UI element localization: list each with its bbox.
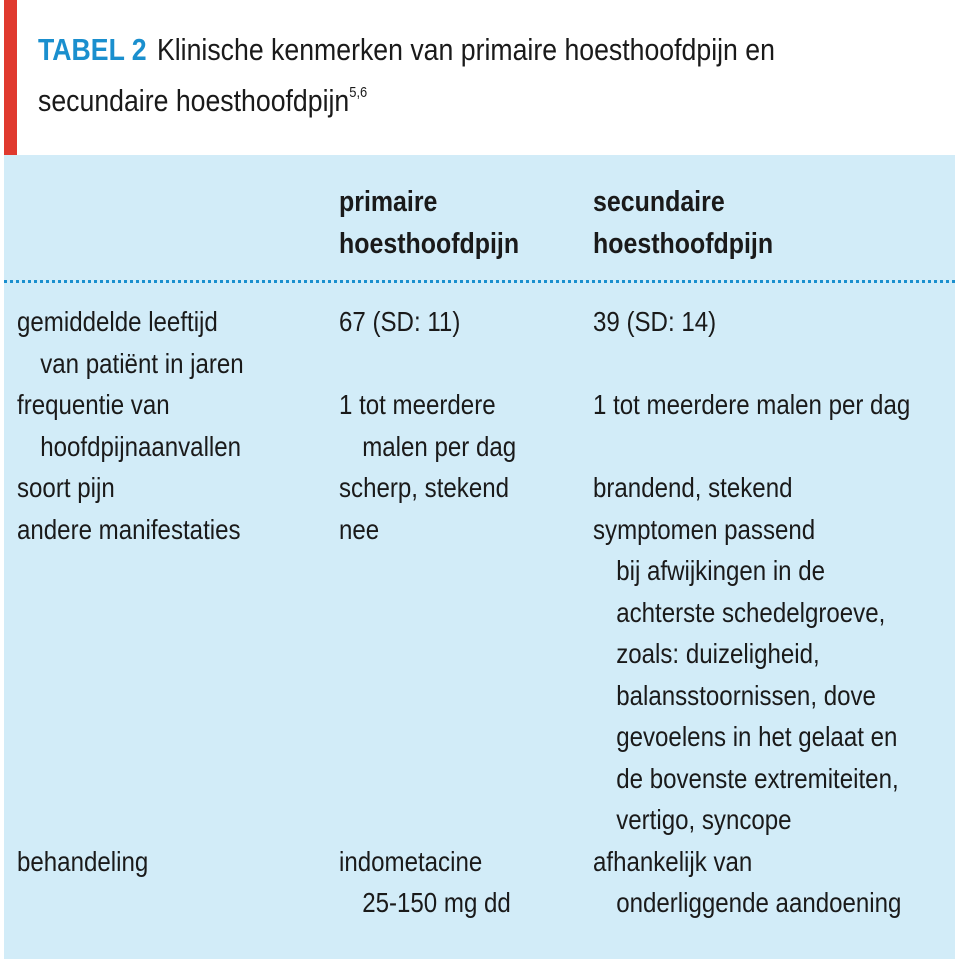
header-divider bbox=[4, 280, 955, 283]
row-label-cell bbox=[17, 467, 115, 509]
cell-text-line: achterste schedelgroeve, bbox=[616, 596, 886, 628]
title-line-2 bbox=[38, 71, 812, 122]
cell-text-line: frequentie van bbox=[17, 389, 170, 420]
cell-text-line: 39 (SD: 14) bbox=[593, 306, 717, 337]
accent-bar bbox=[4, 0, 17, 155]
column-header-line: hoesthoofdpijn bbox=[593, 228, 774, 260]
cell-text-line: 25-150 mg dd bbox=[362, 887, 511, 918]
cell-text-line: nee bbox=[339, 513, 380, 545]
cell-text-line: hoofdpijnaanvallen bbox=[40, 430, 242, 462]
cell-text-line: onderliggende aandoening bbox=[616, 887, 902, 918]
secundaire-cell bbox=[593, 301, 716, 343]
secundaire-cell bbox=[593, 841, 901, 924]
row-label-cell bbox=[17, 301, 244, 384]
column-header-line: primaire bbox=[339, 186, 438, 218]
cell-text-line: indometacine bbox=[339, 845, 483, 877]
cell-text-line: brandend, stekend bbox=[593, 472, 793, 503]
cell-text-line: soort pijn bbox=[17, 472, 115, 503]
secundaire-cell bbox=[593, 467, 792, 509]
cell-text-line: malen per dag bbox=[362, 430, 517, 462]
cell-text-line: 67 (SD: 11) bbox=[339, 306, 461, 337]
column-header-line: secundaire bbox=[593, 186, 725, 218]
row-behandeling bbox=[4, 841, 955, 924]
table-panel bbox=[4, 155, 955, 959]
cell-text-line: afhankelijk van bbox=[593, 845, 753, 877]
column-header-line: hoesthoofdpijn bbox=[339, 228, 520, 260]
cell-text-line: bij afwijkingen in de bbox=[616, 555, 826, 586]
cell-text-line: 1 tot meerdere malen per dag bbox=[593, 389, 911, 420]
cell-text-line: 1 tot meerdere bbox=[339, 389, 496, 420]
cell-text-line: gevoelens in het gelaat en bbox=[616, 721, 898, 752]
primaire-cell bbox=[339, 384, 516, 467]
table-label: TABEL 2 bbox=[38, 32, 147, 67]
row-soort-pijn bbox=[4, 467, 955, 509]
row-label-cell bbox=[17, 384, 241, 467]
cell-text-line: scherp, stekend bbox=[339, 472, 509, 503]
cell-text-line: balansstoornissen, dove bbox=[616, 679, 876, 711]
primaire-cell bbox=[339, 467, 509, 509]
title-text-1: Klinische kenmerken van primaire hoesthoofdpijn en bbox=[156, 32, 775, 67]
primaire-cell bbox=[339, 841, 511, 924]
row-andere-manifestaties bbox=[4, 509, 955, 841]
cell-text-line: zoals: duizeligheid, bbox=[616, 638, 820, 669]
table-title bbox=[38, 28, 812, 122]
cell-text-line: andere manifestaties bbox=[17, 513, 241, 545]
cell-text-line: de bovenste extremiteiten, bbox=[616, 762, 899, 794]
row-label-cell bbox=[17, 509, 241, 551]
row-leeftijd bbox=[4, 301, 955, 384]
title-text-2: secundaire hoesthoofdpijn bbox=[38, 83, 350, 118]
row-frequentie bbox=[4, 384, 955, 467]
table-body bbox=[4, 301, 955, 924]
cell-text-line: behandeling bbox=[17, 845, 149, 877]
cell-text-line: vertigo, syncope bbox=[616, 804, 792, 835]
row-label-cell bbox=[17, 841, 148, 883]
column-header-primaire bbox=[339, 181, 519, 265]
cell-text-line: gemiddelde leeftijd bbox=[17, 306, 218, 337]
table-header-row bbox=[4, 155, 955, 283]
cell-text-line: symptomen passend bbox=[593, 513, 816, 545]
primaire-cell bbox=[339, 509, 379, 551]
title-line-1 bbox=[38, 28, 812, 71]
column-header-secundaire bbox=[593, 181, 773, 265]
secundaire-cell bbox=[593, 384, 910, 426]
secundaire-cell bbox=[593, 509, 899, 841]
cell-text-line: van patiënt in jaren bbox=[40, 347, 244, 379]
primaire-cell bbox=[339, 301, 460, 343]
title-references: 5,6 bbox=[349, 84, 368, 101]
